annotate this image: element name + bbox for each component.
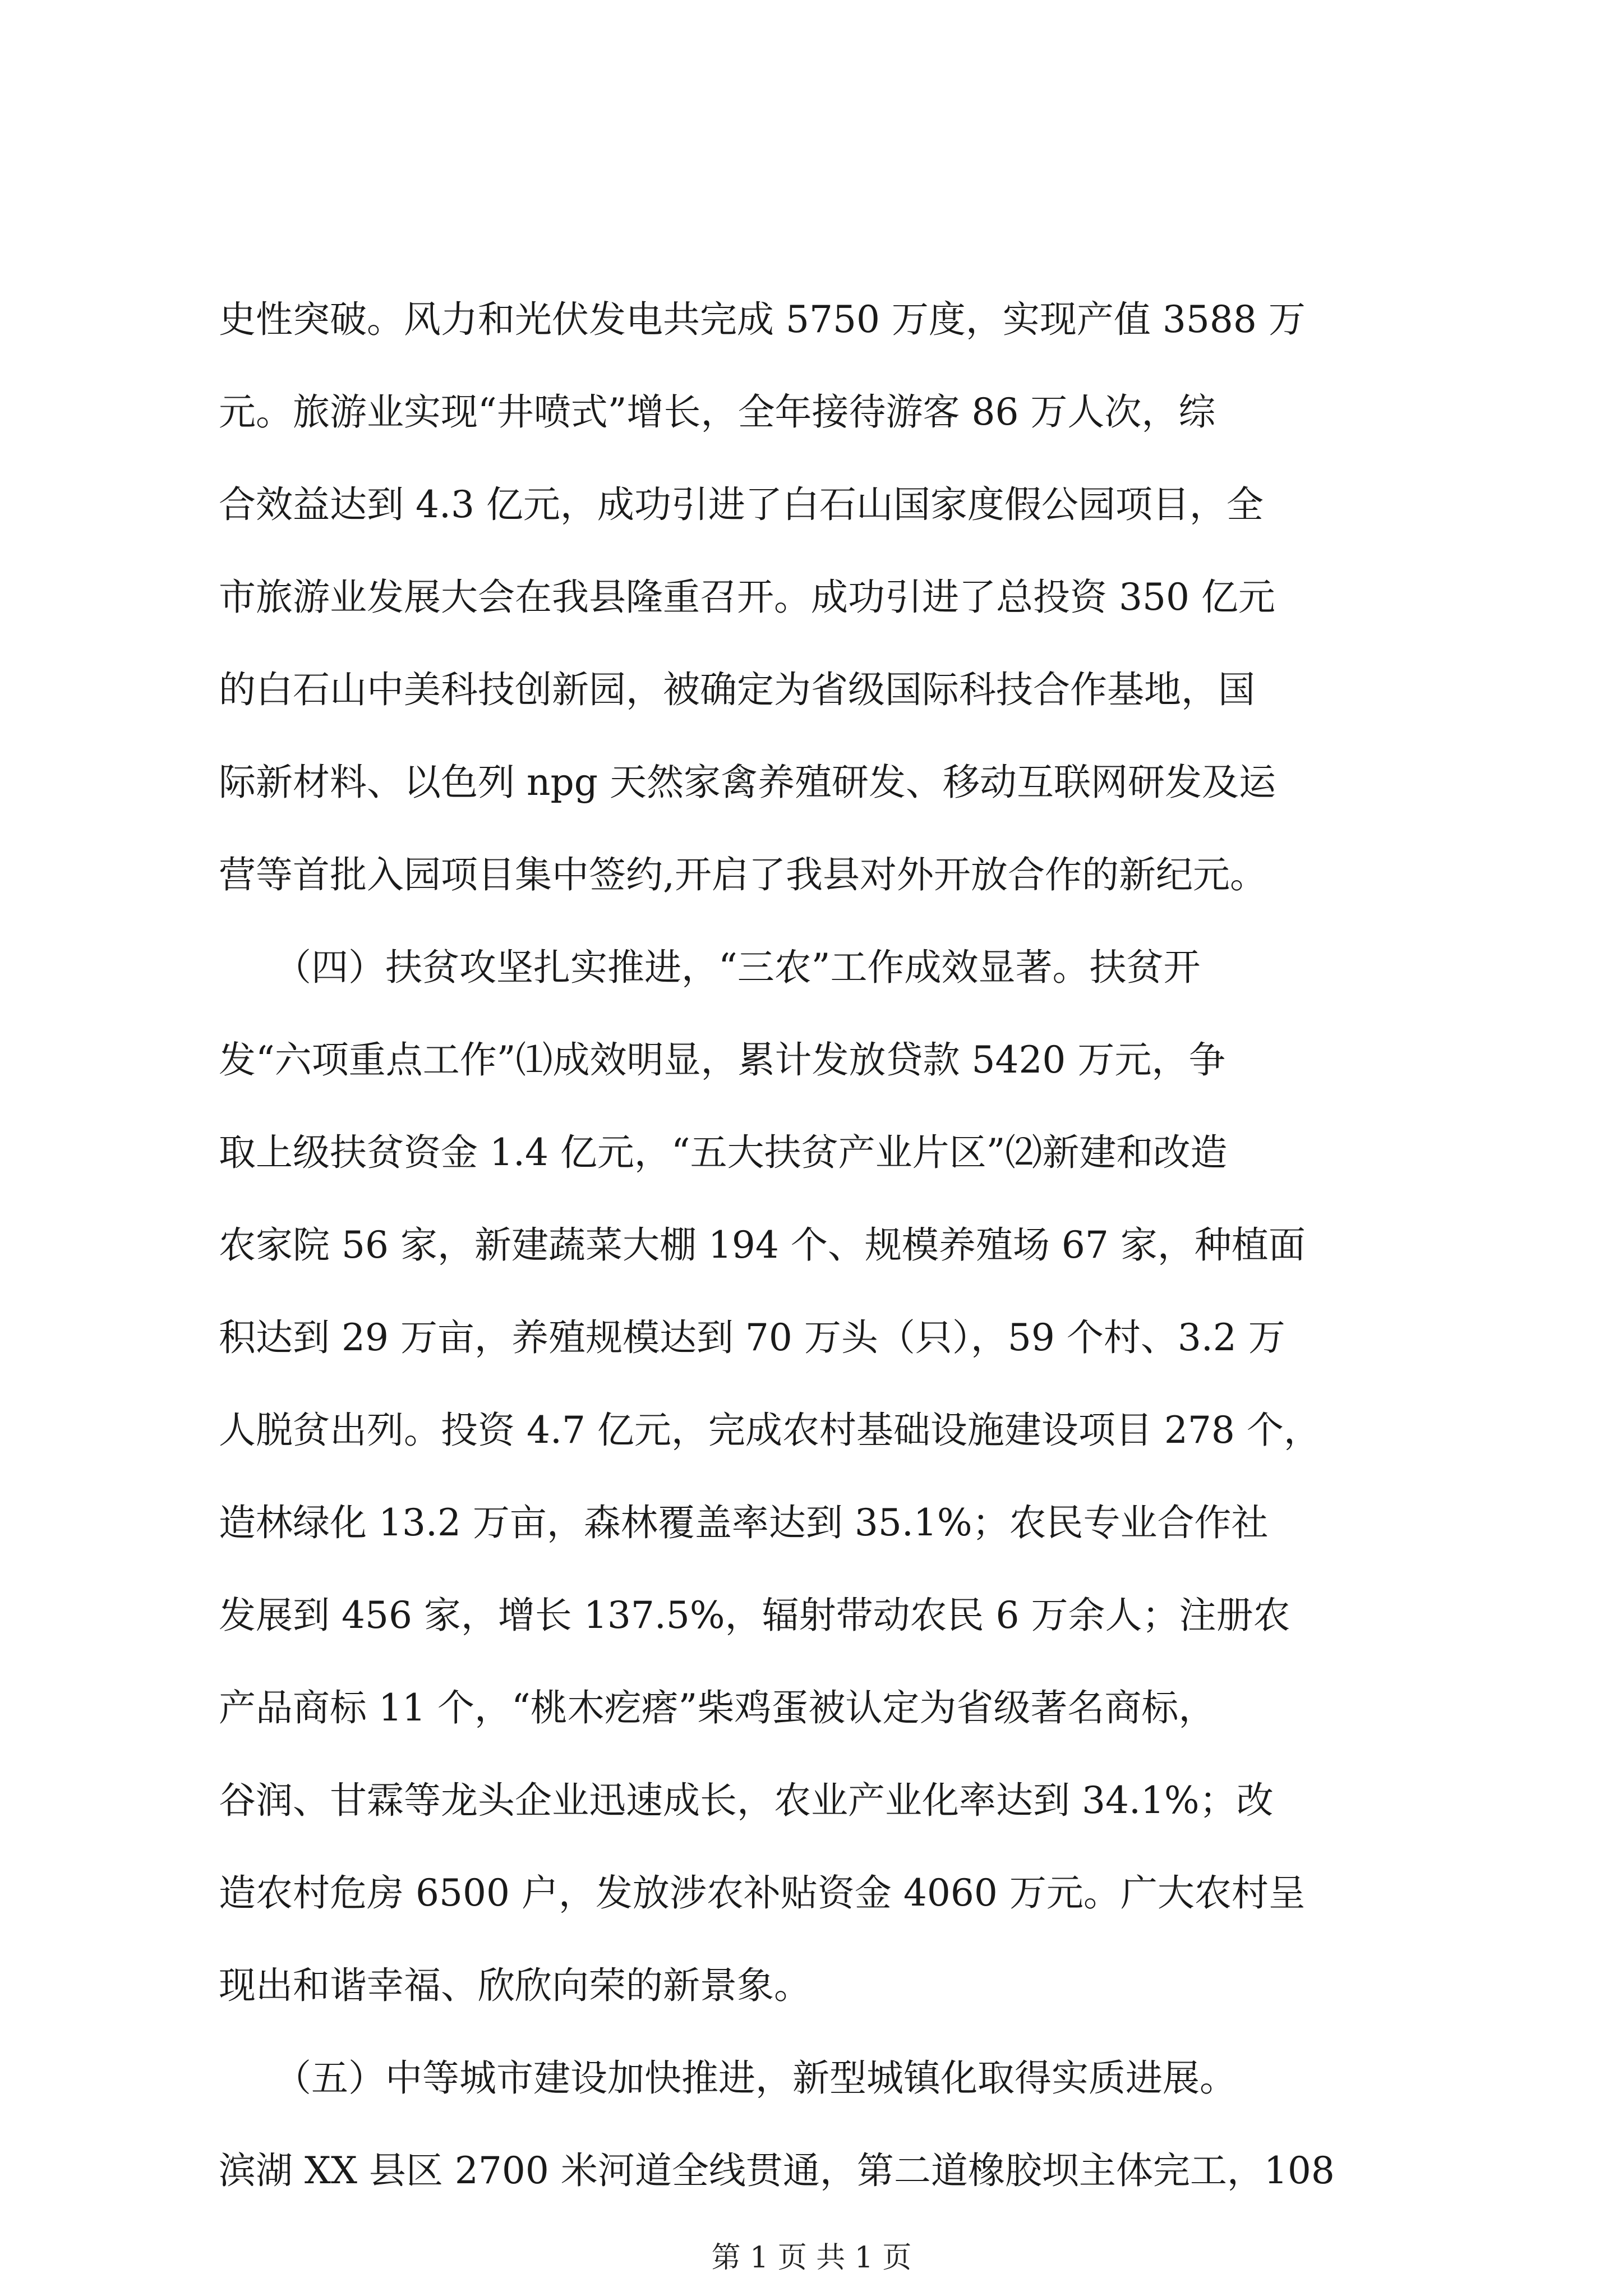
text-line: 造农村危房 6500 户，发放涉农补贴资金 4060 万元。广大农村呈 [219,1871,1306,1915]
paragraph-heading-4: （四）扶贫攻坚扎实推进，“三农”工作成效显著。扶贫开 [219,946,1201,989]
text-line: 造林绿化 13.2 万亩，森林覆盖率达到 35.1%；农民专业合作社 [219,1501,1269,1544]
page-footer: 第 1 页 共 1 页 [711,2241,912,2275]
text-line: 谷润、甘霖等龙头企业迅速成长，农业产业化率达到 34.1%；改 [219,1779,1274,1822]
text-line: 农家院 56 家，新建蔬菜大棚 194 个、规模养殖场 67 家，种植面 [219,1223,1306,1267]
text-line: 发展到 456 家，增长 137.5%，辐射带动农民 6 万余人；注册农 [219,1594,1290,1637]
text-line: 史性突破。风力和光伏发电共完成 5750 万度，实现产值 3588 万 [219,298,1306,341]
text-line: 人脱贫出列。投资 4.7 亿元，完成农村基础设施建设项目 278 个， [219,1409,1321,1452]
text-line: 合效益达到 4.3 亿元，成功引进了白石山国家度假公园项目，全 [219,483,1264,526]
text-line: 积达到 29 万亩，养殖规模达到 70 万头（只），59 个村、3.2 万 [219,1316,1285,1359]
text-line: 滨湖 XX 县区 2700 米河道全线贯通，第二道橡胶坝主体完工，108 [219,2149,1335,2192]
text-line: 营等首批入园项目集中签约,开启了我县对外开放合作的新纪元。 [219,853,1267,896]
paragraph-heading-5: （五）中等城市建设加快推进，新型城镇化取得实质进展。 [219,2056,1237,2100]
text-line: 的白石山中美科技创新园，被确定为省级国际科技合作基地，国 [219,668,1255,711]
text-line: 取上级扶贫资金 1.4 亿元，“五大扶贫产业片区”⑵新建和改造 [219,1131,1228,1174]
text-line: 际新材料、以色列 npg 天然家禽养殖研发、移动互联网研发及运 [219,761,1276,804]
text-line: 市旅游业发展大会在我县隆重召开。成功引进了总投资 350 亿元 [219,576,1275,619]
text-line: 现出和谐幸福、欣欣向荣的新景象。 [219,1964,811,2007]
text-line: 元。旅游业实现“井喷式”增长，全年接待游客 86 万人次，综 [219,390,1216,434]
text-line: 发“六项重点工作”⑴成效明显，累计发放贷款 5420 万元，争 [219,1038,1226,1082]
text-line: 产品商标 11 个，“桃木疙瘩”柴鸡蛋被认定为省级著名商标， [219,1686,1216,1729]
